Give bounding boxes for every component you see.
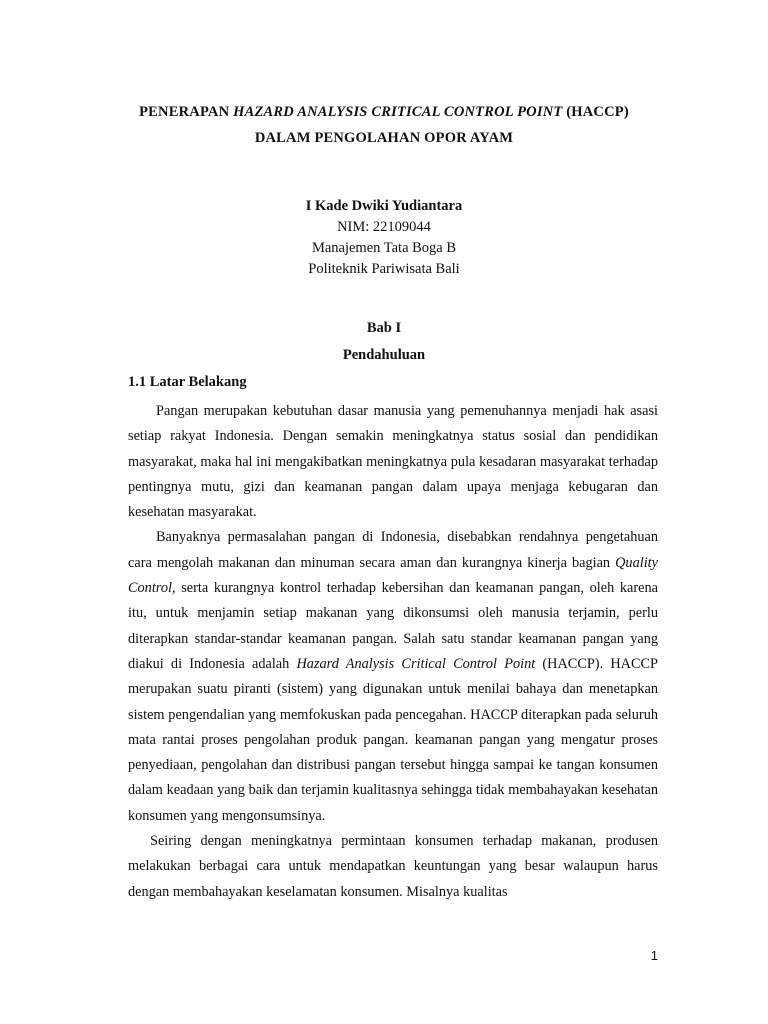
- paragraph-2-text-a: Banyaknya permasalahan pangan di Indonesia, disebabkan rendahnya pengetahuan cara mengolah makanan dan minuman secara aman dan kurangnya kinerja bagian: [128, 529, 658, 571]
- paragraph-2: [128, 525, 658, 829]
- paragraph-2-italic-haccp: Hazard Analysis Critical Control Point: [296, 655, 536, 672]
- title-text-italic: HAZARD ANALYSIS CRITICAL CONTROL POINT: [233, 104, 563, 120]
- author-name: I Kade Dwiki Yudiantara: [305, 198, 463, 214]
- document-title-line-1: [80, 104, 688, 121]
- paragraph-2-text-e: (HACCP). HACCP merupakan suatu piranti (sistem) yang digunakan untuk menilai bahaya dan menetapkan sistem pengendalian yang memfokuskan pada pencegahan. HACCP diterapkan pada seluruh mata rantai proses pengolahan produk pangan. keamanan pangan yang mengatur proses penyediaan, pengolahan dan distribusi pangan tersebut hingga sampai ke tangan konsumen dalam keadaan yang baik dan terjamin kualitasnya sehingga tidak membahayakan kesehatan konsumen yang mengonsumsinya.: [128, 655, 658, 824]
- page-number: 1: [650, 948, 658, 963]
- author-nim: NIM: 22109044: [337, 219, 431, 235]
- title-text-c: (HACCP): [562, 104, 629, 120]
- author-program: Manajemen Tata Boga B: [311, 240, 457, 256]
- paragraph-2-italic-quality-control: Quality Control: [128, 554, 658, 597]
- chapter-title: Pendahuluan: [342, 347, 426, 363]
- chapter-label: Bab I: [366, 320, 402, 336]
- document-title-line-2: DALAM PENGOLAHAN OPOR AYAM: [254, 130, 514, 146]
- paragraph-1: Pangan merupakan kebutuhan dasar manusia yang pemenuhannya menjadi hak asasi setiap rakyat Indonesia. Dengan semakin meningkatnya status sosial dan pendidikan masyarakat, maka hal ini mengakibatkan meningkatnya pula kesadaran masyarakat terhadap pentingnya mutu, gizi dan keamanan pangan dalam upaya menjaga kebugaran dan kesehatan masyarakat.: [128, 403, 658, 521]
- section-heading: 1.1 Latar Belakang: [128, 374, 247, 390]
- body-text: [128, 399, 658, 905]
- title-text-a: PENERAPAN: [139, 104, 234, 120]
- paragraph-3: Seiring dengan meningkatnya permintaan konsumen terhadap makanan, produsen melakukan berbagai cara untuk mendapatkan keuntungan yang besar walaupun harus dengan membahayakan keselamatan konsumen. Misalnya kualitas: [128, 833, 658, 900]
- paragraph-2-text-c: , serta kurangnya kontrol terhadap kebersihan dan keamanan pangan, oleh karena itu, untuk menjamin setiap makanan yang dikonsumsi oleh manusia terjamin, perlu diterapkan standar-standar keamanan pangan. Salah satu standar keamanan pangan yang diakui di Indonesia adalah: [128, 580, 658, 672]
- author-institution: Politeknik Pariwisata Bali: [308, 261, 460, 277]
